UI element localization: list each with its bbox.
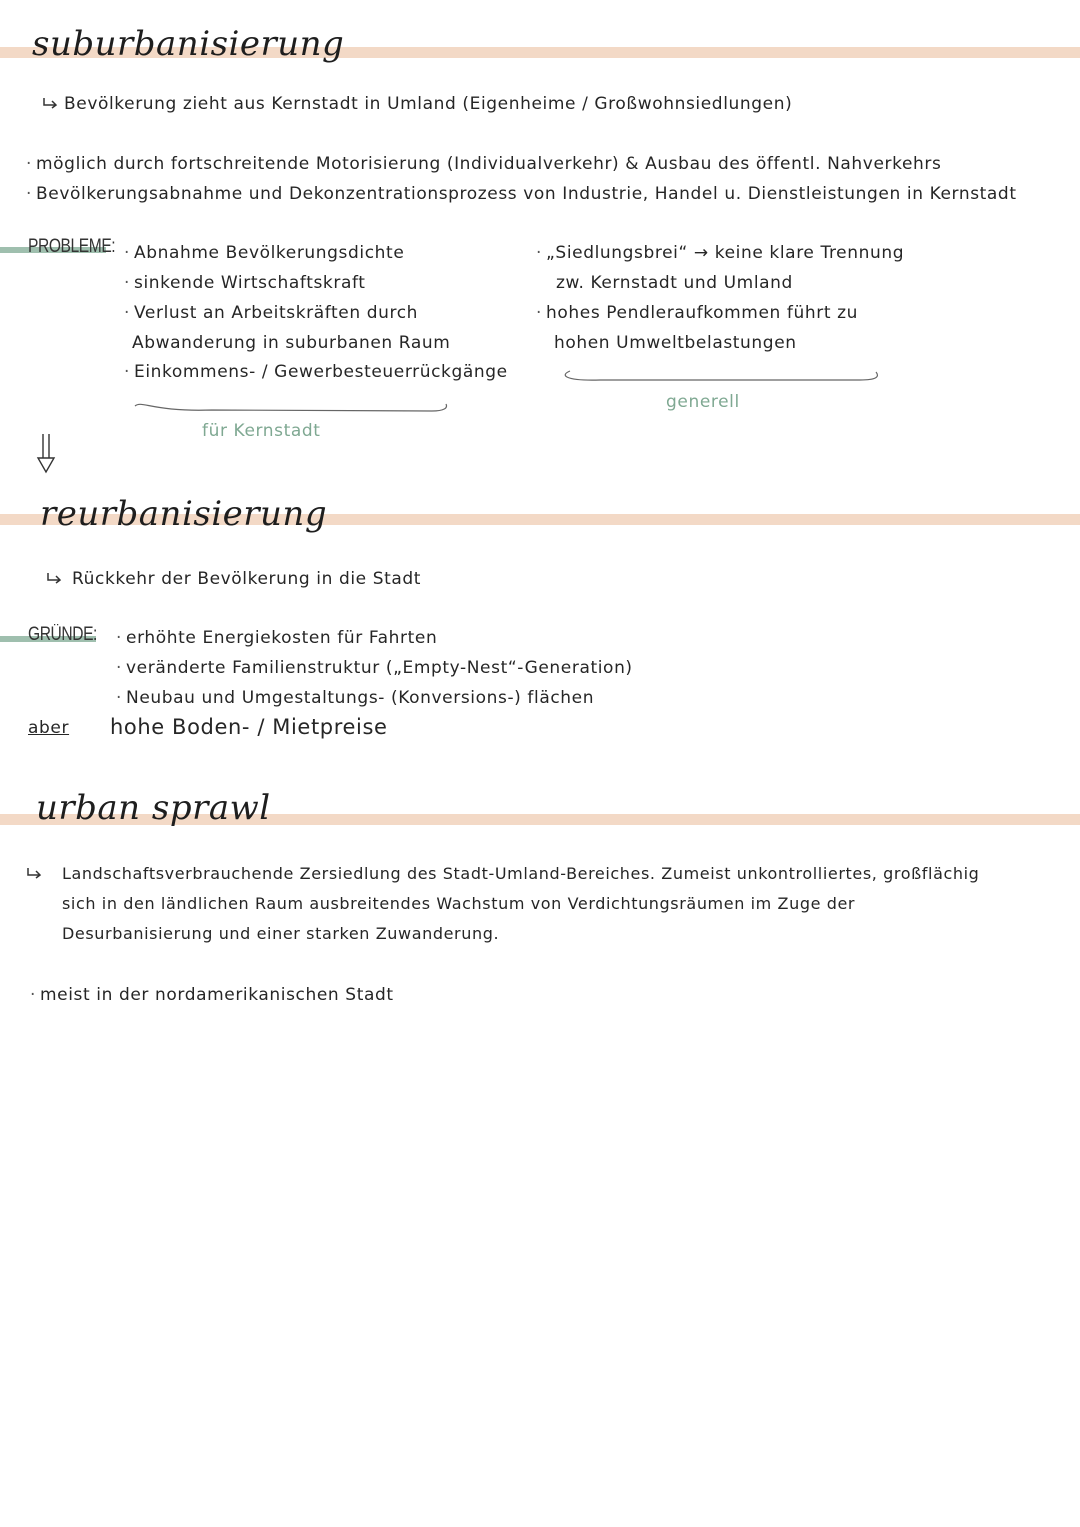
problem-generell-item: · hohes Pendleraufkommen führt zu	[536, 303, 858, 323]
brace-generell	[560, 367, 890, 387]
definition-reurbanisierung: Rückkehr der Bevölkerung in die Stadt	[72, 569, 422, 589]
problem-kernstadt-item: · Verlust an Arbeitskräften durch	[124, 303, 418, 323]
heading-reurbanisierung: reurbanisierung	[40, 494, 328, 534]
definition-urban-sprawl-line: Desurbanisierung und einer starken Zuwanderung.	[62, 924, 500, 943]
definition-urban-sprawl-line: Landschaftsverbrauchende Zersiedlung des Stadt-Umland-Bereiches. Zumeist unkontrolliertes, großflächig	[62, 864, 980, 883]
heading-urban-sprawl: urban sprawl	[36, 788, 271, 828]
caption-generell: generell	[666, 392, 740, 412]
return-arrow-icon	[46, 572, 64, 584]
caption-kernstadt: für Kernstadt	[202, 421, 321, 441]
problem-generell-item: hohen Umweltbelastungen	[554, 333, 797, 353]
note-motorisierung: · möglich durch fortschreitende Motorisierung (Individualverkehr) & Ausbau des öffentl. Nahverkehrs	[26, 154, 941, 174]
definition-urban-sprawl-line: sich in den ländlichen Raum ausbreitendes Wachstum von Verdichtungsräumen im Zuge der	[62, 894, 856, 913]
down-arrow-icon	[34, 432, 58, 478]
problem-generell-item: · „Siedlungsbrei“ → keine klare Trennung	[536, 243, 904, 263]
return-arrow-icon	[42, 97, 60, 109]
problem-kernstadt-item: · Einkommens- / Gewerbesteuerrückgänge	[124, 362, 508, 382]
problem-kernstadt-item: · sinkende Wirtschaftskraft	[124, 273, 366, 293]
label-probleme: PROBLEME:	[28, 236, 116, 257]
reason-item: · Neubau und Umgestaltungs- (Konversions-) flächen	[116, 688, 594, 708]
brace-kernstadt	[132, 398, 452, 418]
problem-kernstadt-item: Abwanderung in suburbanen Raum	[132, 333, 451, 353]
problem-kernstadt-item: · Abnahme Bevölkerungsdichte	[124, 243, 404, 263]
note-bevoelkerungsabnahme: · Bevölkerungsabnahme und Dekonzentrationsprozess von Industrie, Handel u. Dienstleistungen in Kernstadt	[26, 184, 1017, 204]
heading-suburbanisierung: suburbanisierung	[32, 24, 345, 64]
problem-generell-item: zw. Kernstadt und Umland	[556, 273, 793, 293]
label-aber: aber	[28, 718, 70, 738]
note-nordamerika: · meist in der nordamerikanischen Stadt	[30, 985, 394, 1005]
aber-text: hohe Boden- / Mietpreise	[110, 715, 388, 739]
reason-item: · erhöhte Energiekosten für Fahrten	[116, 628, 437, 648]
definition-suburbanisierung: Bevölkerung zieht aus Kernstadt in Umland (Eigenheime / Großwohnsiedlungen)	[64, 94, 793, 114]
label-gruende: GRÜNDE:	[28, 624, 97, 645]
return-arrow-icon	[26, 867, 44, 879]
reason-item: · veränderte Familienstruktur („Empty-Nest“-Generation)	[116, 658, 633, 678]
